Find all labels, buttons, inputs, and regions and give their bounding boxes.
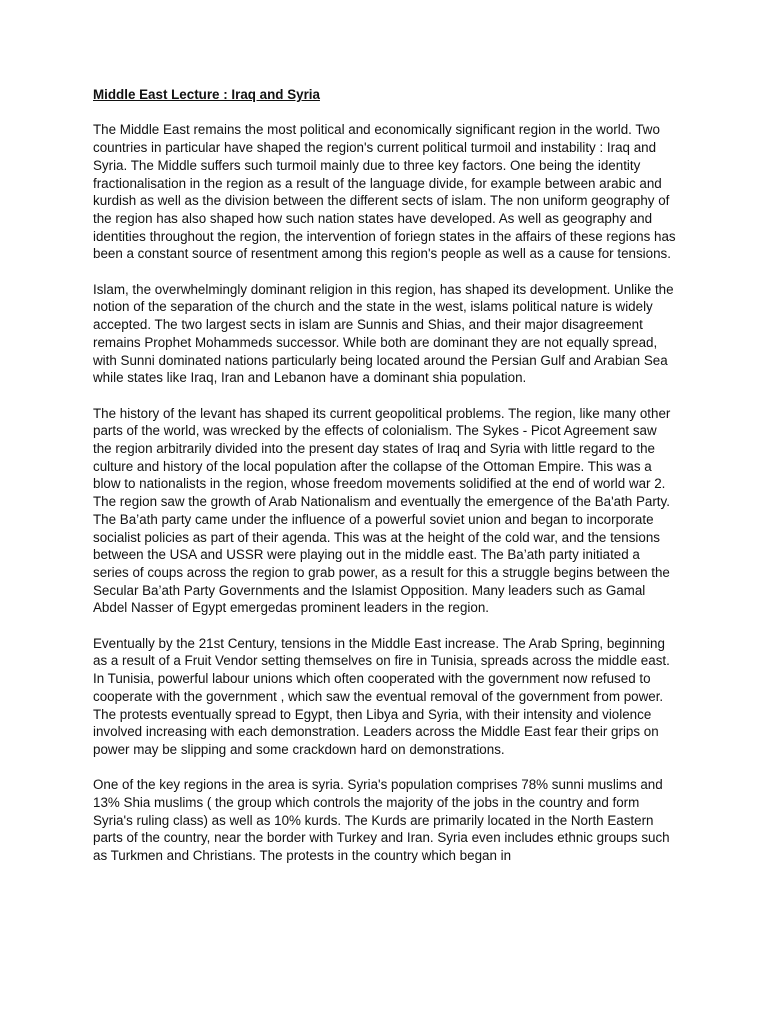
document-page [93,86,678,883]
document-title: Middle East Lecture : Iraq and Syria [93,87,320,102]
paragraph-intro: The Middle East remains the most political and economically significant region in the world. Two countries in particular have shaped the region's current political turmoil and instability : Iraq and Syria. The Middle suffers such turmoil mainly due to three key factors. One being the identity fractionalisation in the region as a result of the language divide, for example between arabic and kurdish as well as the division between the different sects of islam. The non uniform geography of the region has also shaped how such nation states have developed. As well as geography and identities throughout the region, the intervention of foriegn states in the affairs of these regions has been a constant source of resentment among this region's people as well as a cause for tensions. [93,122,676,262]
paragraph-syria: One of the key regions in the area is syria. Syria's population comprises 78% sunni muslims and 13% Shia muslims ( the group which controls the majority of the jobs in the country and form Syria's ruling class) as well as 10% kurds. The Kurds are primarily located in the North Eastern parts of the country, near the border with Turkey and Iran. Syria even includes ethnic groups such as Turkmen and Christians. The protests in the country which began in [93,777,670,864]
paragraph-islam: Islam, the overwhelmingly dominant religion in this region, has shaped its development. Unlike the notion of the separation of the church and the state in the west, islams political nature is widely accepted. The two largest sects in islam are Sunnis and Shias, and their major disagreement remains Prophet Mohammeds successor. While both are dominant they are not equally spread, with Sunni dominated nations particularly being located around the Persian Gulf and Arabian Sea while states like Iraq, Iran and Lebanon have a dominant shia population. [93,281,674,386]
paragraph-levant-history: The history of the levant has shaped its current geopolitical problems. The region, like many other parts of the world, was wrecked by the effects of colonialism. The Sykes - Picot Agreement saw the region arbitrarily divided into the present day states of Iraq and Syria with little regard to the culture and history of the local population after the collapse of the Ottoman Empire. This was a blow to nationalists in the region, whose freedom movements solidified at the end of world war 2. The region saw the growth of Arab Nationalism and eventually the emergence of the Ba'ath Party. The Ba’ath party came under the influence of a powerful soviet union and began to incorporate socialist policies as part of their agenda. This was at the height of the cold war, and the tensions between the USA and USSR were playing out in the middle east. The Ba’ath party initiated a series of coups across the region to grab power, as a result for this a struggle begins between the Secular Ba’ath Party Governments and the Islamist Opposition. Many leaders such as Gamal Abdel Nasser of Egypt emergedas prominent leaders in the region. [93,405,671,616]
paragraph-arab-spring: Eventually by the 21st Century, tensions in the Middle East increase. The Arab Spring, beginning as a result of a Fruit Vendor setting themselves on fire in Tunisia, spreads across the middle east. In Tunisia, powerful labour unions which often cooperated with the government now refused to cooperate with the government , which saw the eventual removal of the government from power. The protests eventually spread to Egypt, then Libya and Syria, with their intensity and violence involved increasing with each demonstration. Leaders across the Middle East fear their grips on power may be slipping and some crackdown hard on demonstrations. [93,635,670,757]
